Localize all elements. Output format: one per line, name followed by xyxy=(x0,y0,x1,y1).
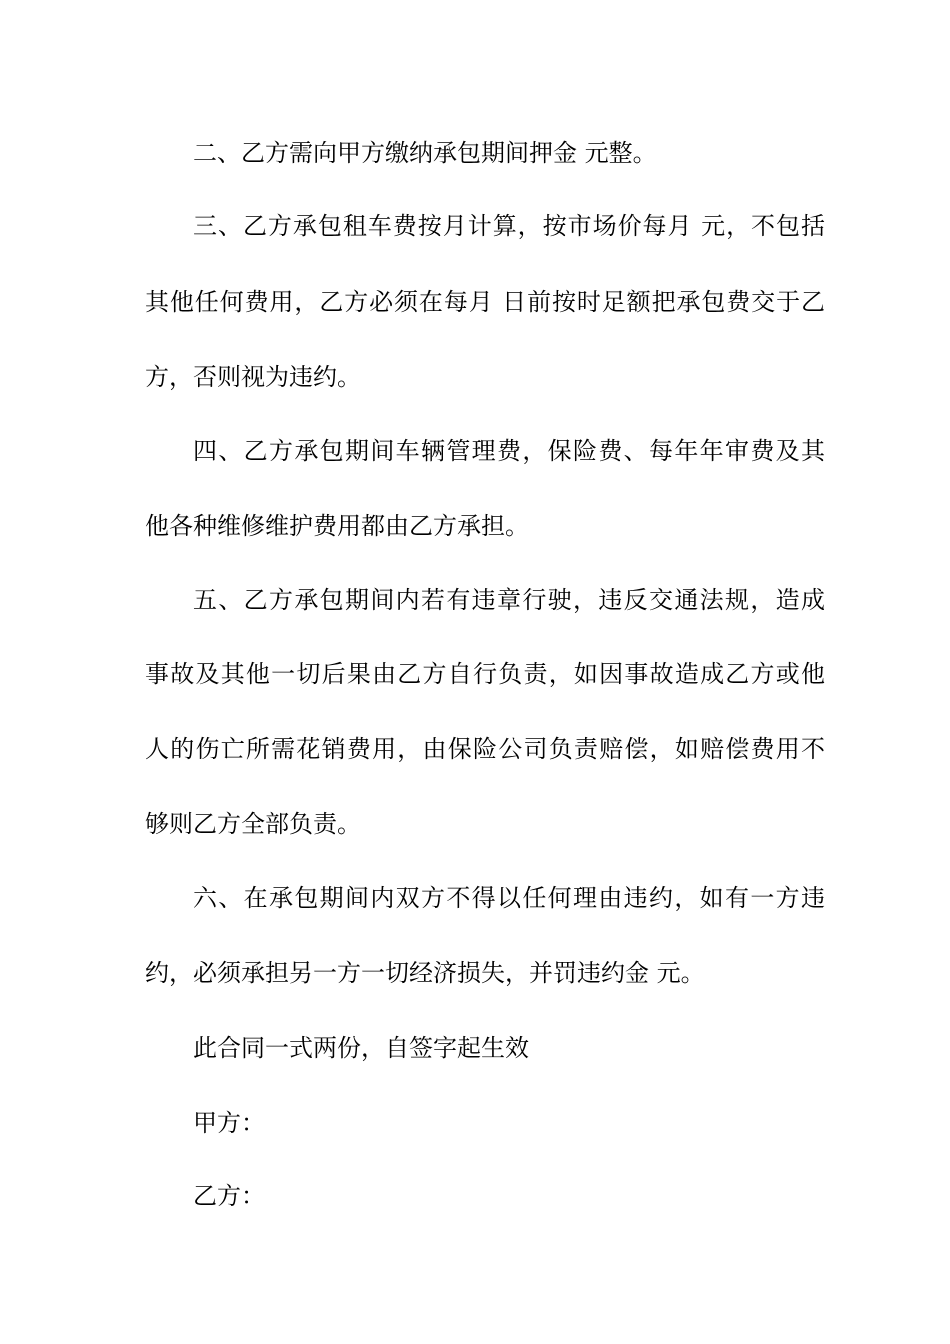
clause-5-line-4: 够则乙方全部负责。 xyxy=(145,810,361,838)
party-a-signature-label: 甲方： xyxy=(193,1109,265,1137)
clause-3-line-2: 其他任何费用，乙方必须在每月 日前按时足额把承包费交于乙 xyxy=(145,288,825,316)
clause-5-line-2: 事故及其他一切后果由乙方自行负责，如因事故造成乙方或他 xyxy=(145,660,825,688)
clause-3-line-3: 方，否则视为违约。 xyxy=(145,363,361,391)
clause-2-line-1: 二、乙方需向甲方缴纳承包期间押金 元整。 xyxy=(193,139,657,167)
contract-effect-statement: 此合同一式两份，自签字起生效 xyxy=(193,1034,529,1062)
clause-3-line-1: 三、乙方承包租车费按月计算，按市场价每月 元，不包括 xyxy=(193,212,825,240)
clause-6-line-1: 六、在承包期间内双方不得以任何理由违约，如有一方违 xyxy=(193,884,825,912)
clause-5-line-3: 人的伤亡所需花销费用，由保险公司负责赔偿，如赔偿费用不 xyxy=(145,735,825,763)
clause-4-line-1: 四、乙方承包期间车辆管理费，保险费、每年年审费及其 xyxy=(193,437,825,465)
party-b-signature-label: 乙方： xyxy=(193,1182,265,1210)
clause-6-line-2: 约，必须承担另一方一切经济损失，并罚违约金 元。 xyxy=(145,959,705,987)
clause-4-line-2: 他各种维修维护费用都由乙方承担。 xyxy=(145,512,529,540)
clause-5-line-1: 五、乙方承包期间内若有违章行驶，违反交通法规，造成 xyxy=(193,586,825,614)
